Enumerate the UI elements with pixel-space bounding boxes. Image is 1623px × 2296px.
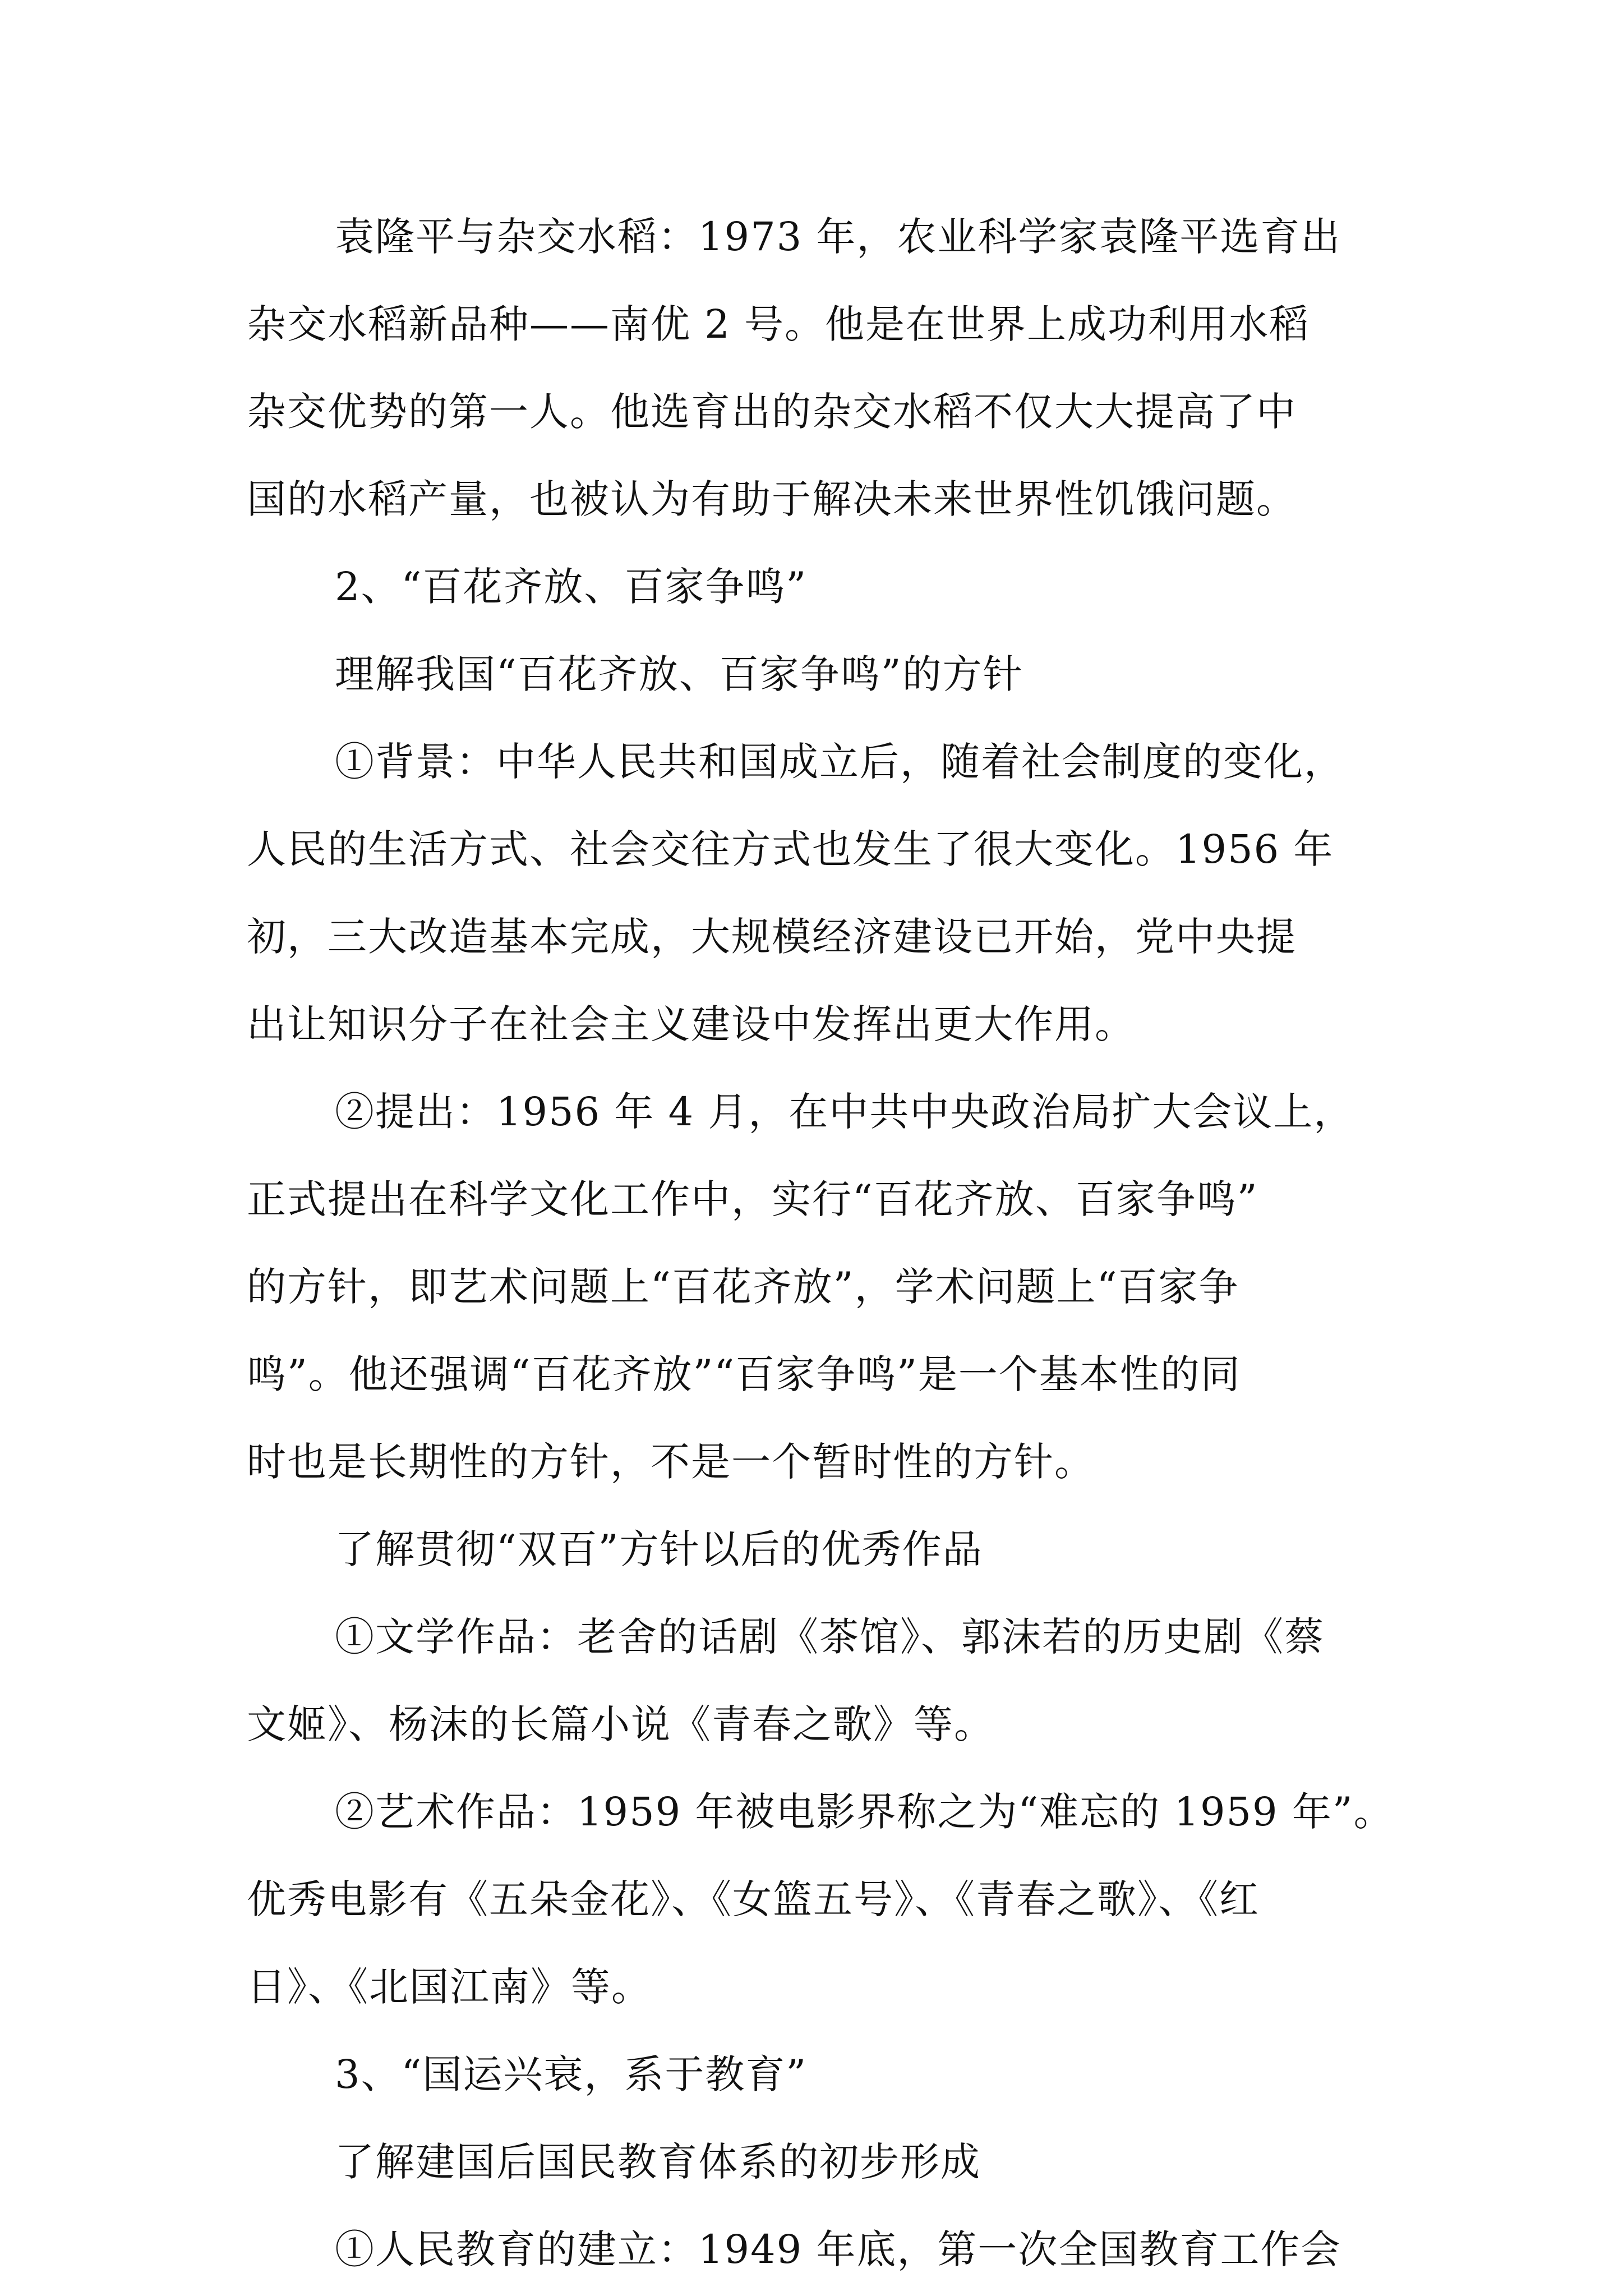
section-heading: 2、“百花齐放、百家争鸣” bbox=[335, 564, 808, 610]
paragraph-line: 出让知识分子在社会主义建设中发挥出更大作用。 bbox=[247, 1001, 1135, 1047]
paragraph-line: 人民的生活方式、社会交往方式也发生了很大变化。1956 年 bbox=[247, 826, 1334, 872]
paragraph-line: 袁隆平与杂交水稻：1973 年，农业科学家袁隆平选育出 bbox=[335, 214, 1341, 260]
paragraph-line: ①背景：中华人民共和国成立后，随着社会制度的变化， bbox=[335, 739, 1344, 785]
paragraph-line: 的方针，即艺术问题上“百花齐放”，学术问题上“百家争 bbox=[247, 1264, 1239, 1310]
paragraph-line: 时也是长期性的方针，不是一个暂时性的方针。 bbox=[247, 1439, 1095, 1485]
paragraph-line: 优秀电影有《五朵金花》、《女篮五号》、《青春之歌》、《红 bbox=[247, 1876, 1260, 1922]
subheading: 了解贯彻“双百”方针以后的优秀作品 bbox=[335, 1526, 983, 1572]
paragraph-line: 日》、《北国江南》等。 bbox=[247, 1964, 652, 2010]
subheading: 理解我国“百花齐放、百家争鸣”的方针 bbox=[335, 651, 1023, 697]
paragraph-line: ①人民教育的建立：1949 年底，第一次全国教育工作会 bbox=[335, 2226, 1341, 2272]
paragraph-line: 杂交水稻新品种——南优 2 号。他是在世界上成功利用水稻 bbox=[247, 301, 1310, 347]
paragraph-line: ②艺术作品：1959 年被电影界称之为“难忘的 1959 年”。 bbox=[335, 1789, 1394, 1835]
paragraph-line: 正式提出在科学文化工作中，实行“百花齐放、百家争鸣” bbox=[247, 1176, 1258, 1222]
paragraph-line: 杂交优势的第一人。他选育出的杂交水稻不仅大大提高了中 bbox=[247, 389, 1297, 435]
paragraph-line: 国的水稻产量，也被认为有助于解决未来世界性饥饿问题。 bbox=[247, 476, 1297, 522]
paragraph-line: ②提出：1956 年 4 月，在中共中央政治局扩大会议上， bbox=[335, 1089, 1354, 1135]
paragraph-line: 初，三大改造基本完成，大规模经济建设已开始，党中央提 bbox=[247, 914, 1297, 960]
paragraph-line: ①文学作品：老舍的话剧《茶馆》、郭沫若的历史剧《蔡 bbox=[335, 1614, 1325, 1660]
paragraph-line: 鸣”。他还强调“百花齐放”“百家争鸣”是一个基本性的同 bbox=[247, 1351, 1241, 1397]
section-heading: 3、“国运兴衰，系于教育” bbox=[335, 2051, 808, 2097]
paragraph-line: 文姬》、杨沫的长篇小说《青春之歌》等。 bbox=[247, 1701, 994, 1747]
subheading: 了解建国后国民教育体系的初步形成 bbox=[335, 2139, 981, 2185]
